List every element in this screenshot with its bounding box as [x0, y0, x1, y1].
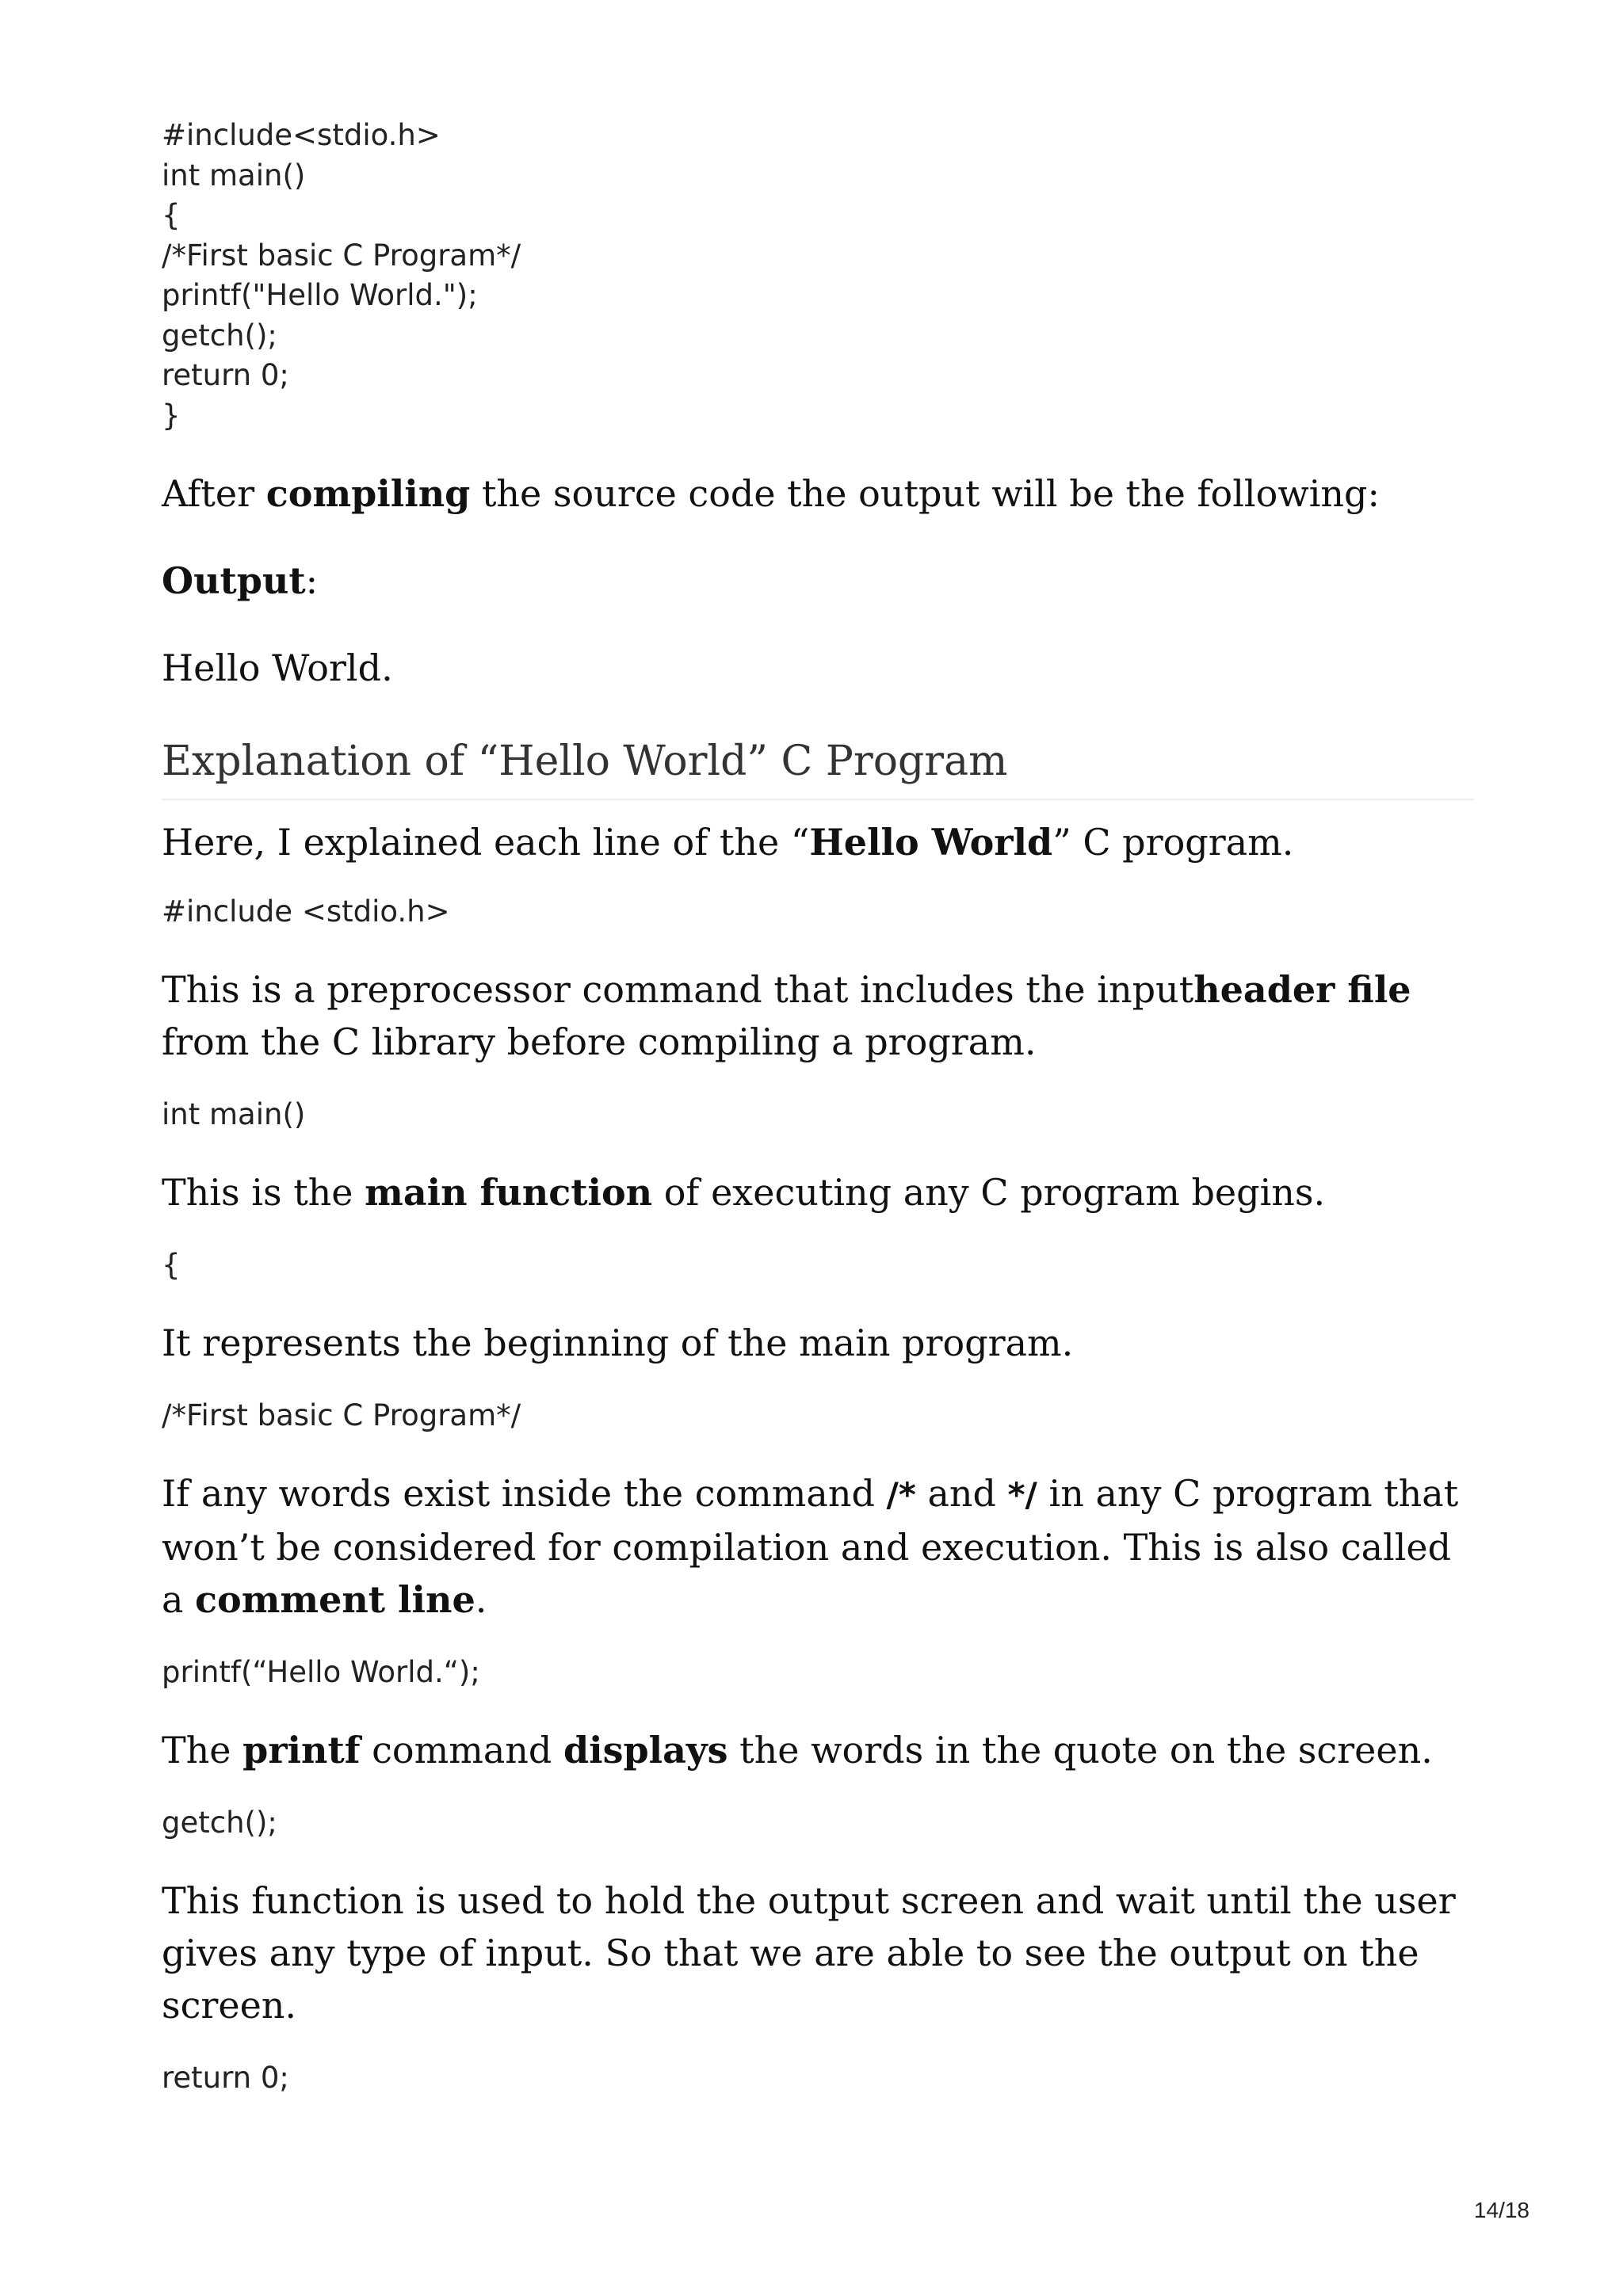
printf-code: printf(“Hello World.“);	[162, 1655, 480, 1689]
code-line: getch();	[162, 318, 277, 353]
code-listing	[162, 116, 1474, 436]
code-line: {	[162, 198, 181, 232]
code-line: int main()	[162, 158, 306, 193]
include-code: #include <stdio.h>	[162, 894, 450, 929]
main-explanation: This is the main function of executing any C program begins.	[162, 1171, 1326, 1214]
after-compiling-paragraph: After compiling the source code the output will be the following:	[162, 472, 1380, 515]
output-label: Output:	[162, 559, 319, 602]
main-code: int main()	[162, 1097, 306, 1131]
section-heading: Explanation of “Hello World” C Program	[162, 734, 1474, 800]
brace-explanation: It represents the beginning of the main program.	[162, 1322, 1074, 1364]
code-line: /*First basic C Program*/	[162, 238, 521, 273]
intro-paragraph: Here, I explained each line of the “Hello World” C program.	[162, 821, 1294, 864]
document-page	[162, 109, 1474, 2098]
code-line: printf("Hello World.");	[162, 278, 478, 312]
getch-code: getch();	[162, 1806, 277, 1840]
output-value: Hello World.	[162, 646, 393, 689]
brace-code: {	[162, 1248, 181, 1282]
return-code: return 0;	[162, 2061, 289, 2095]
getch-explanation: This function is used to hold the output screen and wait until the user gives any type of input. So that we are able to see the output on the screen.	[162, 1879, 1456, 2027]
comment-code: /*First basic C Program*/	[162, 1398, 521, 1432]
include-explanation: This is a preprocessor command that includes the inputheader file from the C library before compiling a program.	[162, 968, 1411, 1063]
comment-explanation: If any words exist inside the command /* and */ in any C program that won’t be considered for compilation and execution. This is also called a comment line.	[162, 1472, 1459, 1621]
code-line: }	[162, 398, 181, 433]
code-line: #include<stdio.h>	[162, 118, 441, 152]
printf-explanation: The printf command displays the words in the quote on the screen.	[162, 1729, 1433, 1772]
code-line: return 0;	[162, 358, 289, 392]
page-number: 14/18	[1473, 2198, 1529, 2222]
